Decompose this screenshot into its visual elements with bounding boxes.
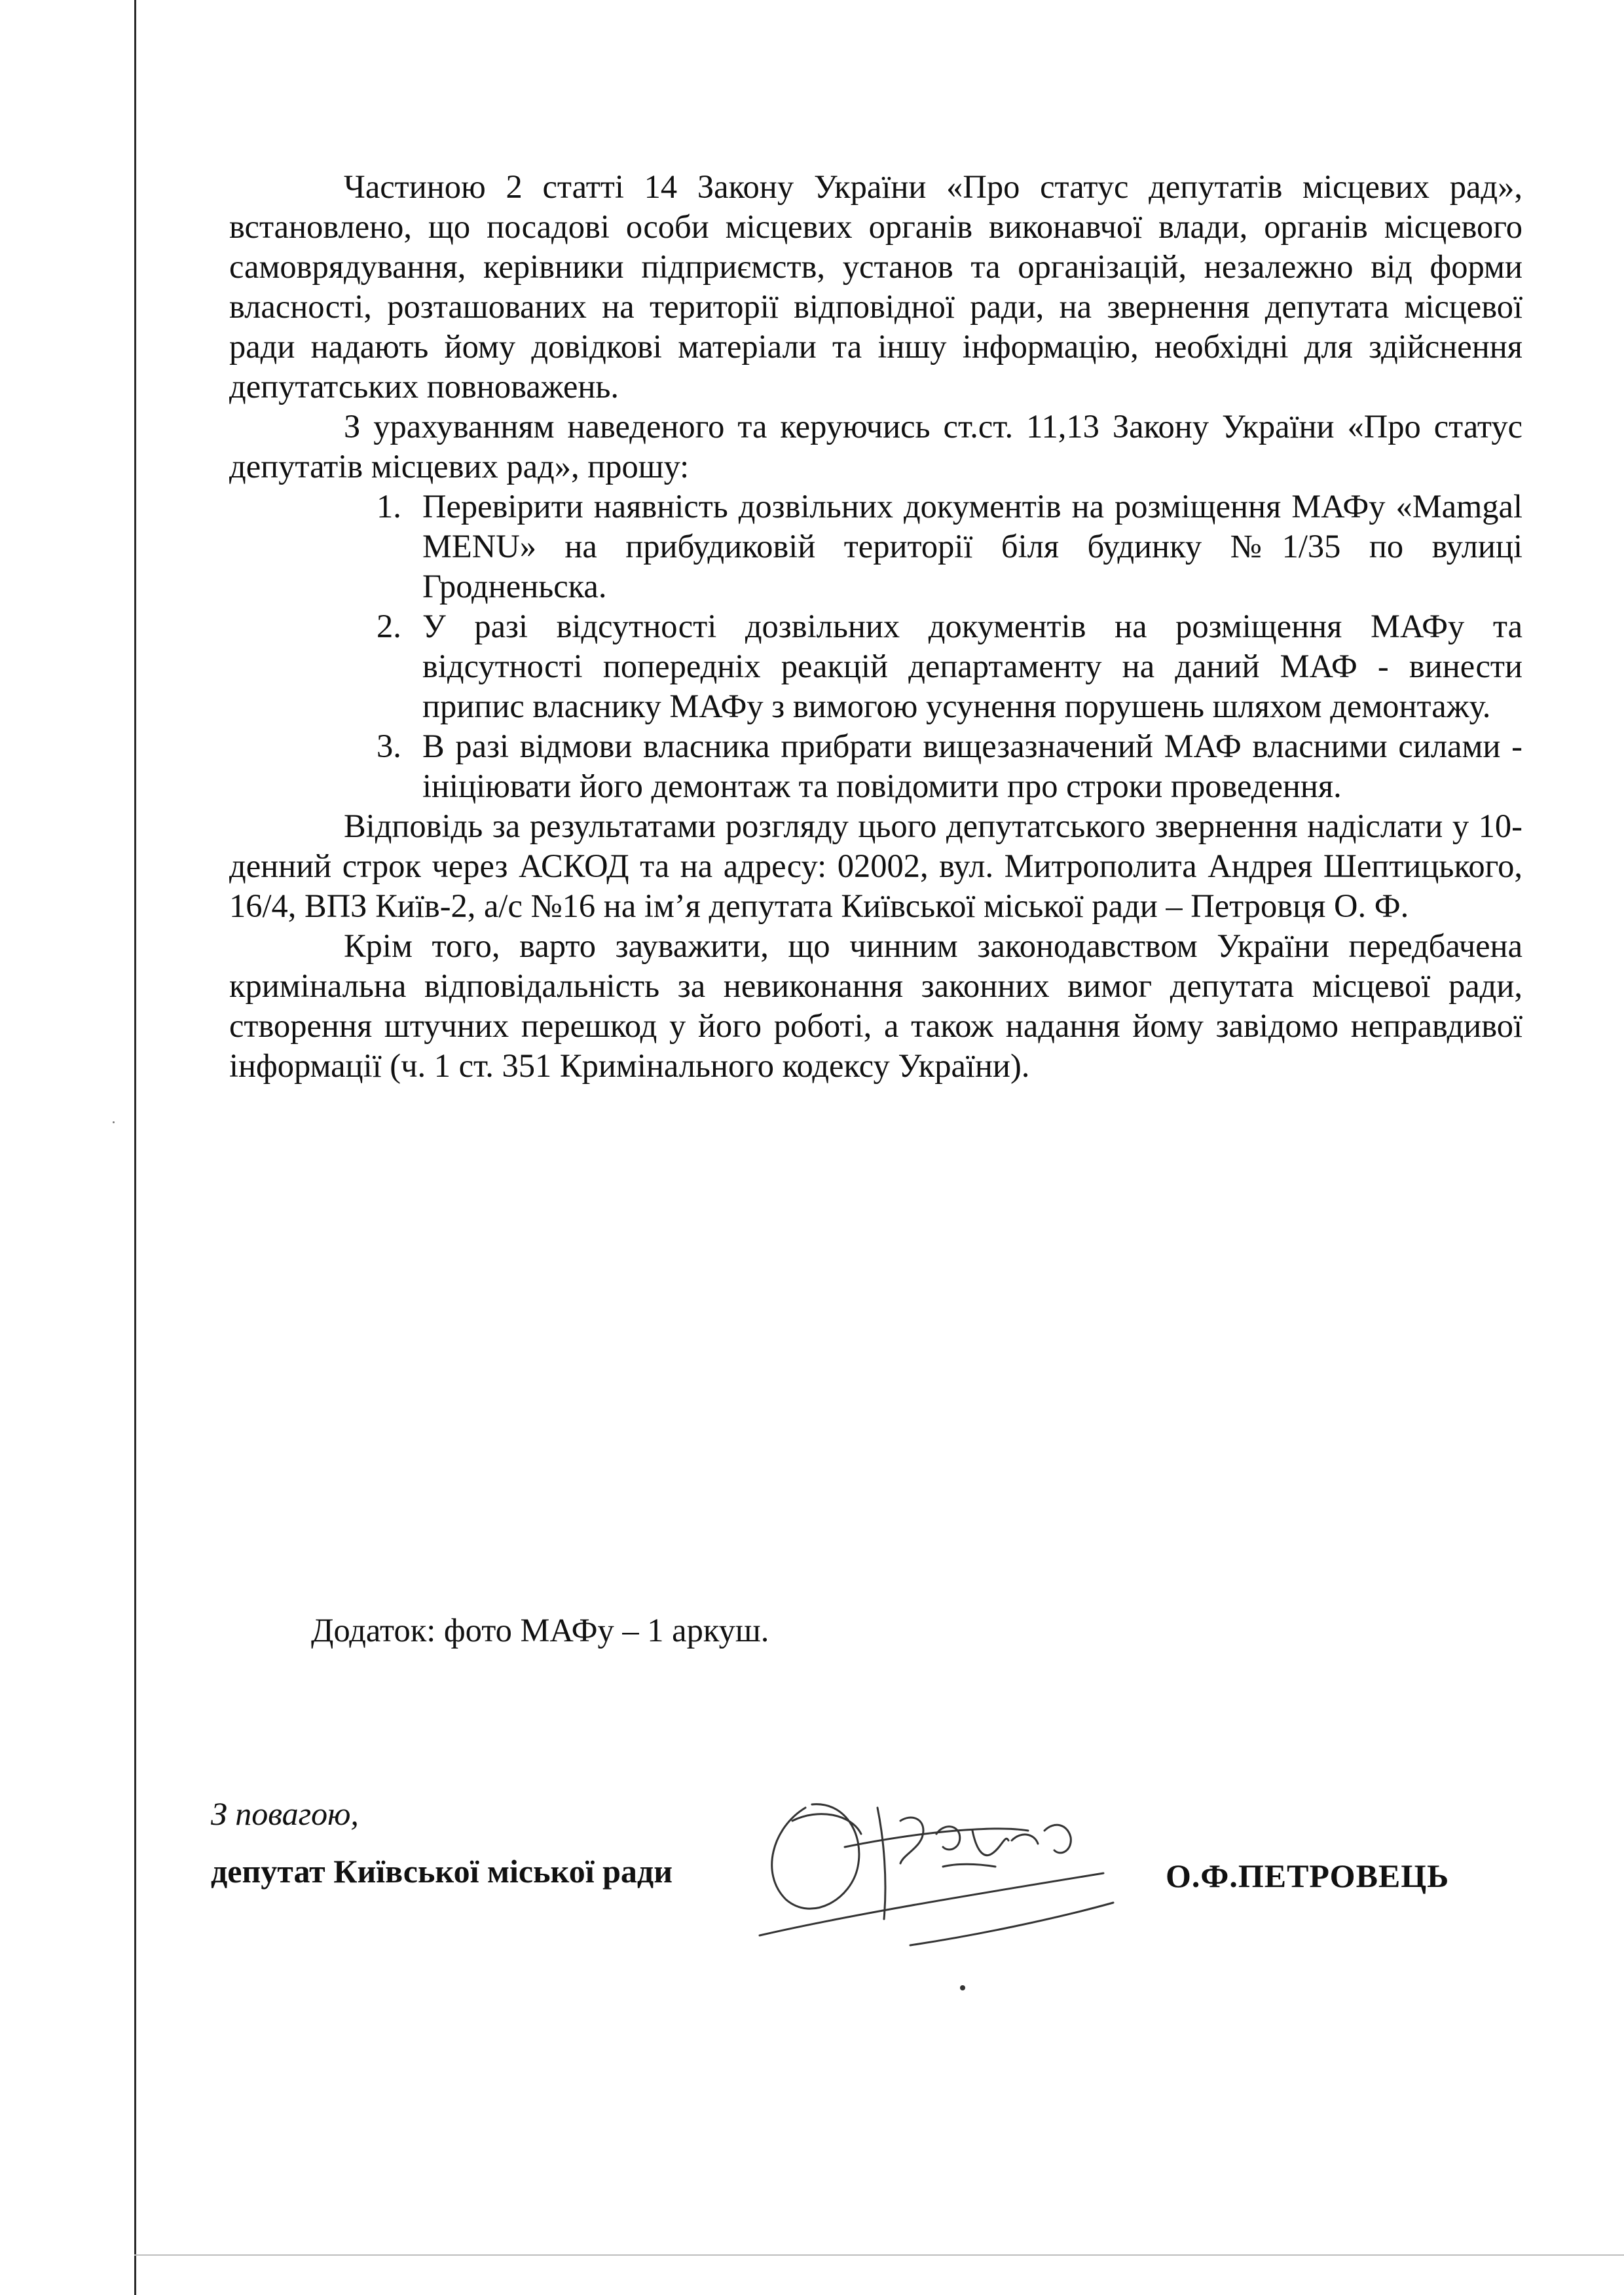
handwritten-signature-icon — [747, 1768, 1153, 2004]
paragraph-legal-basis: Частиною 2 статті 14 Закону України «Про статус депутатів місцевих рад», встановлено, що посадові особи місцевих органів виконавчої влади, органів місцевого самоврядування, керівники підприємств, установ та організацій, незалежно від форми власності, розташованих на території відповідної ради, на звернення депутата місцевої ради надають йому довідкові матеріали та іншу інформацію, необхідні для здійснення депутатських повноважень. — [229, 168, 1522, 405]
list-item-text: Перевірити наявність дозвільних документів на розміщення МАФу «Mamgal MENU» на прибудиковій території біля будинку №1/35 по вулиці Гродненьска. — [422, 488, 1522, 605]
list-item — [229, 487, 1522, 606]
list-item-text: У разі відсутності дозвільних документів на розміщення МАФу та відсутності попередніх реакцій департаменту на даний МАФ - винести припис власнику МАФу з вимогою усунення порушень шляхом демонтажу. — [422, 608, 1522, 724]
list-item — [229, 726, 1522, 806]
list-item-text: В разі відмови власника прибрати вищезазначений МАФ власними силами - ініціювати його демонтаж та повідомити про строки проведення. — [422, 728, 1522, 804]
scan-bottom-edge — [134, 2254, 1624, 2256]
list-item-number: 3. — [377, 728, 401, 764]
request-list — [229, 487, 1522, 806]
list-item-number: 1. — [377, 488, 401, 525]
letter-body — [229, 167, 1522, 1086]
scan-speck — [113, 1121, 115, 1123]
closing-phrase: З повагою, — [211, 1795, 359, 1832]
list-item — [229, 606, 1522, 726]
scan-left-edge — [134, 0, 136, 2295]
paragraph-request-intro: З урахуванням наведеного та керуючись ст.ст. 11,13 Закону України «Про статус депутатів місцевих рад», прошу: — [229, 408, 1522, 485]
list-item-number: 2. — [377, 608, 401, 644]
signer-name: О.Ф.ПЕТРОВЕЦЬ — [1166, 1857, 1450, 1894]
attachment-note: Додаток: фото МАФу – 1 аркуш. — [311, 1612, 769, 1649]
paragraph-response-address: Відповідь за результатами розгляду цього депутатського звернення надіслати у 10-денний строк через АСКОД та на адресу: 02002, вул. Митрополита Андрея Шептицького, 16/4, ВПЗ Київ-2, а/с №16 на ім’я депутата Київської міської ради – Петровця О. Ф. — [229, 808, 1522, 924]
paragraph-liability-notice: Крім того, варто зауважити, що чинним законодавством України передбачена кримінальна відповідальність за невиконання законних вимог депутата місцевої ради, створення штучних перешкод у його роботі, а також надання йому завідомо неправдивої інформації (ч. 1 ст. 351 Кримінального кодексу України). — [229, 927, 1522, 1084]
signer-position: депутат Київської міської ради — [211, 1853, 673, 1890]
